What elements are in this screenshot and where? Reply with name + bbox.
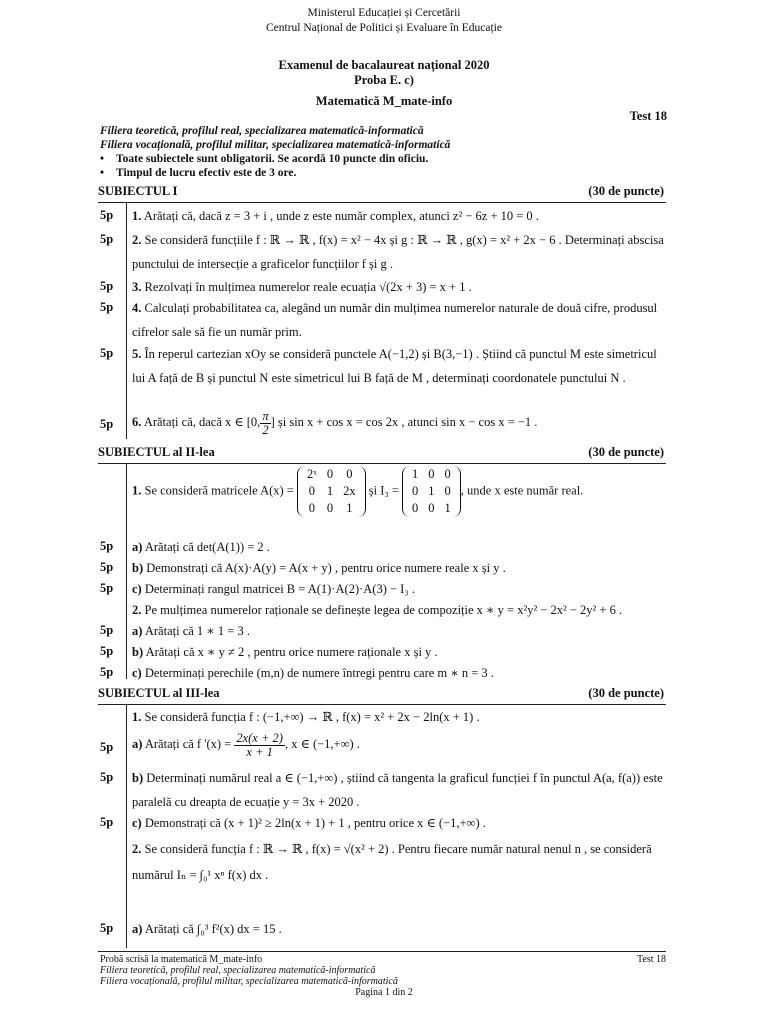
exam-proba: Proba E. c) [354, 73, 414, 87]
matrix-a-cell: 0 [326, 467, 334, 481]
s3-item-1a [132, 729, 666, 759]
item-number: 1. [132, 209, 142, 223]
item-number: 6. [132, 415, 142, 429]
section-title: SUBIECTUL I [98, 184, 178, 198]
score: 5p [100, 300, 114, 314]
item-letter: c) [132, 582, 142, 596]
item-text: Arătați că f '(x) = [144, 737, 232, 751]
footer-test: Test 18 [636, 954, 666, 965]
institution-header [0, 6, 768, 36]
section-rule [98, 463, 666, 464]
item-number: 1. [132, 483, 142, 498]
item-letter: c) [132, 816, 142, 830]
item-text: Se consideră matricele A(x) = [144, 483, 294, 498]
score-column-line [126, 464, 127, 679]
item-number: 2. [132, 842, 142, 856]
matrix-i3-cell: 0 [412, 501, 419, 515]
item-text: Arătați că 1 ∗ 1 = 3 . [144, 624, 250, 638]
score: 5p [100, 346, 114, 360]
matrix-i3-cell: 0 [428, 467, 435, 481]
score: 5p [100, 539, 114, 553]
s3-item-1b [132, 766, 666, 814]
exam-title-block [0, 58, 768, 88]
footer-line-3: Filiera vocațională, profilul militar, specializarea matematică-informatică [100, 976, 398, 987]
item-text: În reperul cartezian xOy se consideră punctele A(−1,2) și B(3,−1) . Știind că punctul M este simetricul lui A față de B și punctul N este simetricul lui B față de M , determinați coordonatele punctului N . [132, 347, 657, 385]
matrix-i3-cell: 1 [428, 484, 435, 498]
s1-item-5 [132, 342, 666, 390]
section-points: (30 de puncte) [588, 184, 664, 198]
subject-name: Matematică M_mate-info [315, 94, 453, 108]
item-text: Calculați probabilitatea ca, alegând un număr din mulțimea numerelor naturale de două cifre, produsul cifrelor sale să fie un număr prim. [132, 301, 658, 339]
denominator: 2 [262, 422, 269, 437]
item-number: 5. [132, 347, 142, 361]
matrix-a-cell: 2x [343, 484, 356, 498]
item-text: Se consideră funcția f : (−1,+∞) → ℝ , f(x) = x² + 2x − 2ln(x + 1) . [144, 710, 480, 724]
item-text: Pe mulțimea numerelor raționale se definește legea de compoziție x ∗ y = x²y² − 2x² − 2y² + 6 . [144, 603, 623, 617]
rule-item: • Toate subiectele sunt obligatorii. Se acordă 10 puncte din oficiu. [100, 152, 428, 166]
matrix-i3-cell: 0 [444, 467, 451, 481]
numerator: 2x(x + 2) [236, 730, 283, 745]
footer-line-1: Probă scrisă la matematică M_mate-info [100, 954, 263, 965]
score: 5p [100, 232, 114, 246]
item-letter: a) [132, 737, 143, 751]
matrix-a-cell: 0 [326, 501, 334, 515]
matrix-i3-cell: 0 [428, 501, 435, 515]
footer-rule [98, 951, 666, 952]
item-text: Rezolvați în mulțimea numerelor reale ecuația √(2x + 3) = x + 1 . [144, 280, 472, 294]
score-column-line [126, 203, 127, 439]
matrix-a-cell: 0 [346, 467, 353, 481]
item-number: 3. [132, 280, 142, 294]
score: 5p [100, 560, 114, 574]
matrix-i3-cell: 0 [444, 484, 451, 498]
score: 5p [100, 208, 114, 222]
interval-close: ] [270, 415, 275, 429]
interval-open: [0, [246, 415, 261, 429]
s2-item-2c [132, 661, 666, 685]
score: 5p [100, 921, 114, 935]
matrix-a-cell: 0 [308, 501, 316, 515]
item-number: 4. [132, 301, 142, 315]
filiera-line-1: Filiera teoretică, profilul real, specializarea matematică-informatică [100, 125, 424, 137]
section-3-header [98, 686, 664, 701]
matrix-a-cell: 2ˣ [306, 467, 317, 481]
center-name: Centrul Național de Politici și Evaluare în Educație [265, 22, 502, 34]
item-text: Determinați numărul real a ∈ (−1,+∞) , știind că tangenta la graficul funcției f în punctul A(a, f(a)) este paralelă cu dreapta de ecuație y = 3x + 2020 . [132, 771, 663, 809]
matrix-a-cell: 0 [308, 484, 316, 498]
item-number: 1. [132, 710, 142, 724]
item-number: 2. [132, 233, 142, 247]
page-number: Pagina 1 din 2 [355, 987, 413, 998]
s3-item-1c [132, 811, 666, 835]
score: 5p [100, 815, 114, 829]
matrix-a [297, 466, 366, 517]
item-text: Determinați rangul matricei B = A(1)·A(2)·A(3) − I₃ . [144, 582, 415, 596]
footer-line-2: Filiera teoretică, profilul real, specializarea matematică-informatică [100, 965, 376, 976]
item-letter: c) [132, 666, 142, 680]
matrix-i3-cell: 1 [444, 501, 451, 515]
item-text: și sin x + cos x = cos 2x , atunci sin x − cos x = −1 . [274, 415, 538, 429]
score: 5p [100, 417, 114, 431]
score: 5p [100, 740, 114, 754]
section-points: (30 de puncte) [588, 445, 664, 459]
s3-problem-2 [132, 836, 666, 888]
matrix-a-cell: 1 [346, 501, 353, 515]
s2-problem-1 [132, 466, 666, 517]
item-letter: b) [132, 645, 144, 659]
score: 5p [100, 623, 114, 637]
s1-item-1 [132, 204, 666, 228]
section-title: SUBIECTUL al II-lea [98, 445, 215, 459]
item-letter: a) [132, 540, 143, 554]
test-number: Test 18 [629, 109, 667, 123]
score: 5p [100, 279, 114, 293]
exam-title: Examenul de bacalaureat național 2020 [278, 58, 490, 72]
item-text: , x ∈ (−1,+∞) . [284, 737, 360, 751]
section-1-header [98, 184, 664, 199]
section-rule [98, 202, 666, 203]
matrix-i3 [402, 466, 461, 517]
item-text: Arătați că, dacă x ∈ [143, 415, 247, 429]
item-text: Arătați că, dacă z = 3 + i , unde z este număr complex, atunci z² − 6z + 10 = 0 . [143, 209, 539, 223]
score: 5p [100, 581, 114, 595]
item-text: , unde x este număr real. [460, 483, 584, 498]
rules-list [100, 152, 428, 180]
item-text: Demonstrați că A(x)·A(y) = A(x + y) , pentru orice numere reale x și y . [146, 561, 506, 575]
denominator: x + 1 [246, 744, 273, 759]
derivative-fraction [234, 732, 285, 759]
page-footer [100, 954, 666, 987]
item-text: Arătați că ∫₀³ f²(x) dx = 15 . [144, 922, 282, 936]
item-text: Demonstrați că (x + 1)² ≥ 2ln(x + 1) + 1 , pentru orice x ∈ (−1,+∞) . [144, 816, 486, 830]
s1-item-2 [132, 228, 666, 276]
item-letter: a) [132, 624, 143, 638]
ministry-name: Ministerul Educației și Cercetării [307, 7, 461, 19]
item-text: Se consideră funcția f : ℝ → ℝ , f(x) = √(x² + 2) . Pentru fiecare număr natural nenul n , se consideră numărul Iₙ = ∫₀¹ xⁿ f(x) dx . [132, 842, 652, 882]
score-column-line [126, 705, 127, 948]
rule-item: • Timpul de lucru efectiv este de 3 ore. [100, 166, 428, 180]
score: 5p [100, 770, 114, 784]
item-letter: b) [132, 771, 144, 785]
item-letter: b) [132, 561, 144, 575]
matrix-i3-cell: 0 [412, 484, 419, 498]
s1-item-6 [132, 408, 666, 437]
matrix-i3-cell: 1 [412, 467, 419, 481]
pi-half-fraction [260, 410, 270, 437]
section-title: SUBIECTUL al III-lea [98, 686, 220, 700]
s3-item-2a [132, 917, 666, 941]
item-number: 2. [132, 603, 142, 617]
item-text: și I₃ = [368, 483, 399, 498]
numerator: π [262, 408, 269, 423]
score: 5p [100, 644, 114, 658]
section-points: (30 de puncte) [588, 686, 664, 700]
s1-item-4 [132, 296, 666, 344]
filiera-block [100, 124, 450, 152]
section-2-header [98, 445, 664, 460]
filiera-line-2: Filiera vocațională, profilul militar, specializarea matematică-informatică [100, 139, 451, 151]
score: 5p [100, 665, 114, 679]
s3-problem-1 [132, 705, 666, 729]
matrix-a-cell: 1 [326, 484, 334, 498]
item-letter: a) [132, 922, 143, 936]
item-text: Arătați că x ∗ y ≠ 2 , pentru orice numere raționale x și y . [145, 645, 438, 659]
item-text: Determinați perechile (m,n) de numere întregi pentru care m ∗ n = 3 . [144, 666, 494, 680]
item-text: Se consideră funcțiile f : ℝ → ℝ , f(x) = x² − 4x și g : ℝ → ℝ , g(x) = x² + 2x − 6 . Determinați abscisa punctului de intersecție a graficelor funcțiilor f și g . [132, 233, 664, 271]
item-text: Arătați că det(A(1)) = 2 . [144, 540, 270, 554]
